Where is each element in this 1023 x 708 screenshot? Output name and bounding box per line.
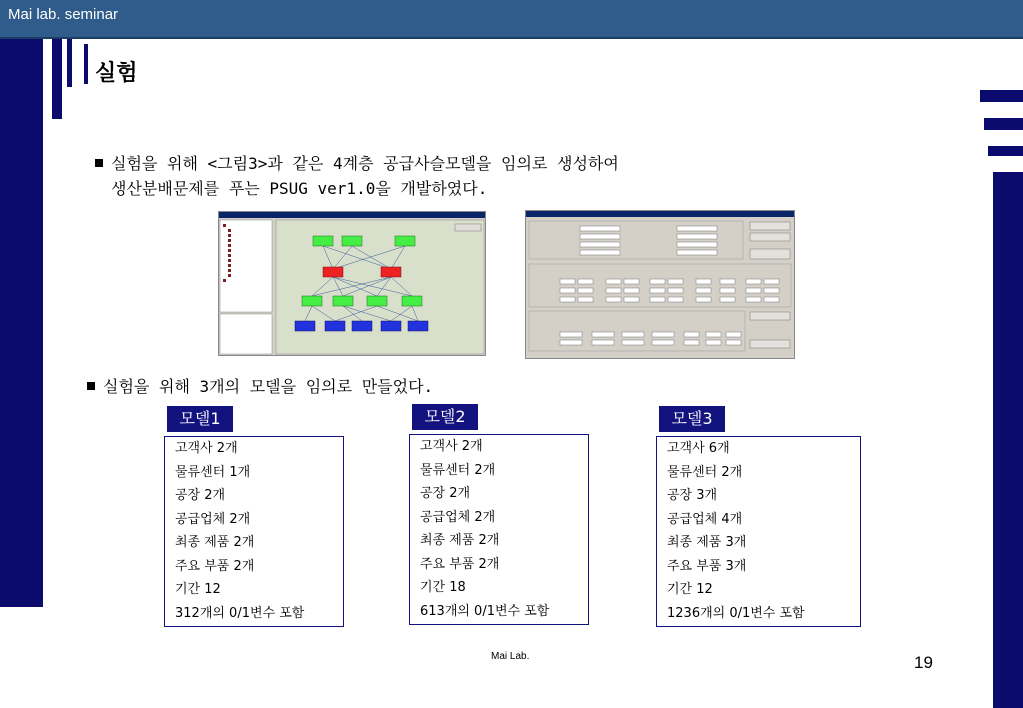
footer-text: Mai Lab. [491,651,530,662]
model-2-row: 물류센터 2개 [420,462,496,478]
model-1-row: 주요 부품 2개 [175,558,255,574]
model-3-row: 고객사 6개 [667,441,730,456]
header-divider [0,37,1023,39]
model-2-row: 고객사 2개 [420,439,483,454]
model-1-row: 공장 2개 [175,488,226,503]
model-1-row: 공급업체 2개 [175,511,251,527]
model-3-label: 모델3 [659,406,725,432]
left-decor-bar [0,39,43,607]
model-3-box [656,436,861,627]
model-1-label: 모델1 [167,406,233,432]
model-3-row: 1236개의 0/1변수 포함 [667,605,805,621]
network-diagram-image [219,212,485,355]
page-number: 19 [914,653,933,672]
bullet-1-line-2: 생산분배문제를 푸는 PSUG ver1.0을 개발하였다. [111,179,488,198]
model-2-row: 최종 제품 2개 [420,533,500,548]
model-3-row: 공장 3개 [667,488,718,503]
header-title: Mai lab. seminar [8,6,119,23]
right-decor-bar [980,90,1023,102]
model-1-row: 최종 제품 2개 [175,535,255,550]
title-accent-bar [84,44,88,84]
model-2-row: 주요 부품 2개 [420,556,500,572]
model-3-row: 기간 12 [667,582,713,597]
bullet-2-line-1: 실험을 위해 3개의 모델을 임의로 만들었다. [103,377,434,396]
model-information-screenshot [218,211,486,356]
bullet-1-line-1: 실험을 위해 <그림3>과 같은 4계층 공급사슬모델을 임의로 생성하여 [111,154,619,173]
model-1-row: 고객사 2개 [175,441,238,456]
model-3-row: 최종 제품 3개 [667,535,747,550]
model-1-box [164,436,344,627]
model-2-row: 공장 2개 [420,486,471,501]
model-2-label: 모델2 [412,404,478,430]
right-decor-bar [988,146,1023,156]
slide-title: 실험 [95,61,138,86]
model-2-box [409,434,589,625]
header-bar [0,0,1023,37]
model-1-row: 물류센터 1개 [175,464,251,480]
left-decor-bar-thinner [67,39,72,87]
bullet-marker [87,382,95,390]
model-3-row: 물류센터 2개 [667,464,743,480]
model-2-row: 기간 18 [420,580,466,595]
model-3-row: 주요 부품 3개 [667,558,747,574]
model-2-row: 613개의 0/1변수 포함 [420,603,550,619]
model-2-row: 공급업체 2개 [420,509,496,525]
right-decor-bar [993,172,1023,708]
left-decor-bar-thin [52,39,62,119]
dialog-form-image [526,211,794,358]
right-decor-bar [984,118,1023,130]
model-1-row: 312개의 0/1변수 포함 [175,605,305,621]
model-3-row: 공급업체 4개 [667,511,743,527]
bullet-marker [95,159,103,167]
create-model-screenshot [525,210,795,359]
model-1-row: 기간 12 [175,582,221,597]
